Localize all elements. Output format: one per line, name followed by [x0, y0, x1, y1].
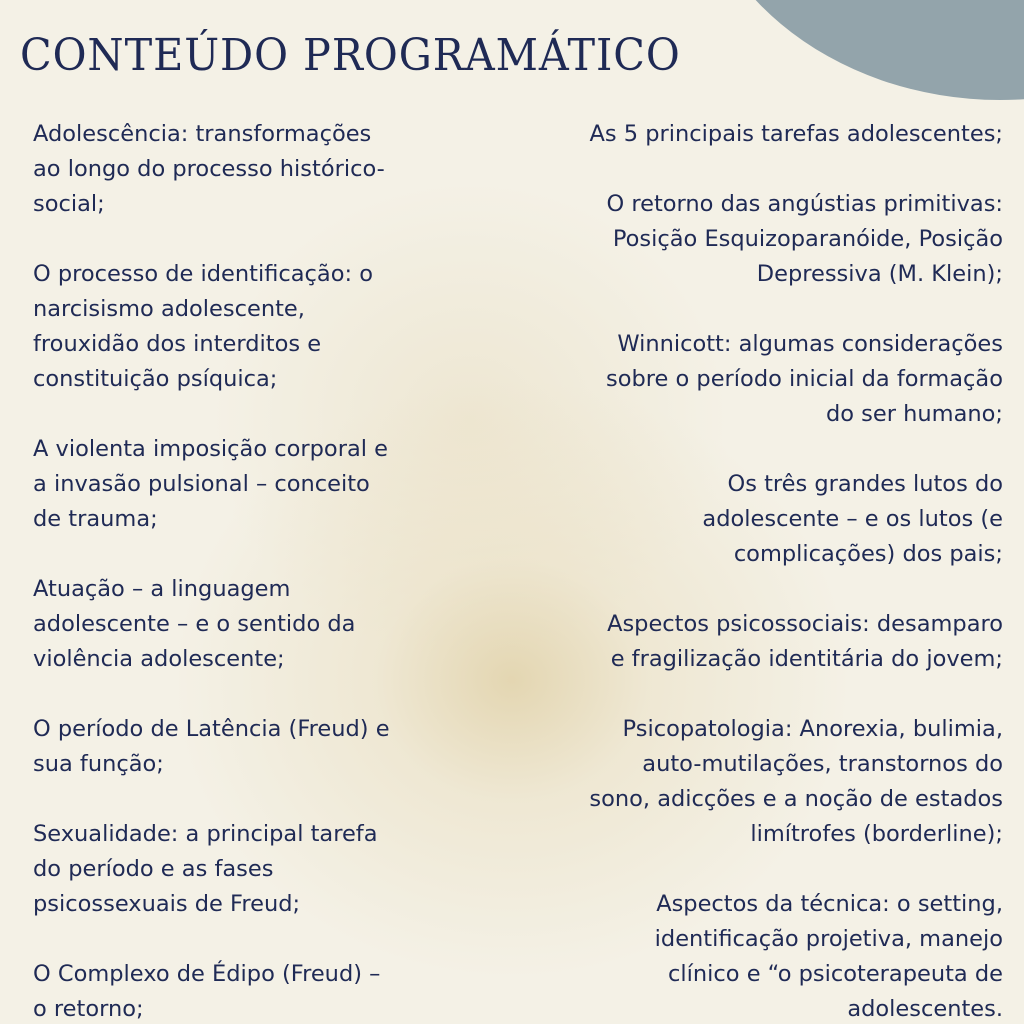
topic-item: Psicopatologia: Anorexia, bulimia, auto-mutilações, transtornos do sono, adicções e a noção de estados limítrofes (borderline); — [589, 716, 1003, 847]
topic-item: O Complexo de Édipo (Freud) – o retorno; — [33, 961, 381, 1022]
topic-item: A violenta imposição corporal e a invasão pulsional – conceito de trauma; — [33, 436, 388, 532]
page-title: CONTEÚDO PROGRAMÁTICO — [20, 30, 681, 81]
topic-item: Aspectos psicossociais: desamparo e fragilização identitária do jovem; — [607, 611, 1003, 672]
topic-item: Sexualidade: a principal tarefa do período e as fases psicossexuais de Freud; — [33, 821, 378, 917]
left-topic-column — [33, 117, 448, 1024]
topic-item: O retorno das angústias primitivas: Posição Esquizoparanóide, Posição Depressiva (M. Klein); — [606, 191, 1003, 287]
topic-item: Os três grandes lutos do adolescente – e os lutos (e complicações) dos pais; — [702, 471, 1003, 567]
topic-item: Atuação – a linguagem adolescente – e o sentido da violência adolescente; — [33, 576, 356, 672]
topic-item: Winnicott: algumas considerações sobre o período inicial da formação do ser humano; — [605, 331, 1003, 427]
right-topic-column — [520, 117, 1003, 1024]
corner-decoration — [690, 0, 1024, 100]
topic-item: O processo de identificação: o narcisismo adolescente, frouxidão dos interditos e constituição psíquica; — [33, 261, 373, 392]
topic-item: As 5 principais tarefas adolescentes; — [589, 121, 1003, 147]
topic-item: O período de Latência (Freud) e sua função; — [33, 716, 390, 777]
topic-item: Adolescência: transformações ao longo do processo histórico- social; — [33, 121, 385, 217]
topic-item: Aspectos da técnica: o setting, identificação projetiva, manejo clínico e “o psicoterapeuta de adolescentes. — [654, 891, 1003, 1022]
